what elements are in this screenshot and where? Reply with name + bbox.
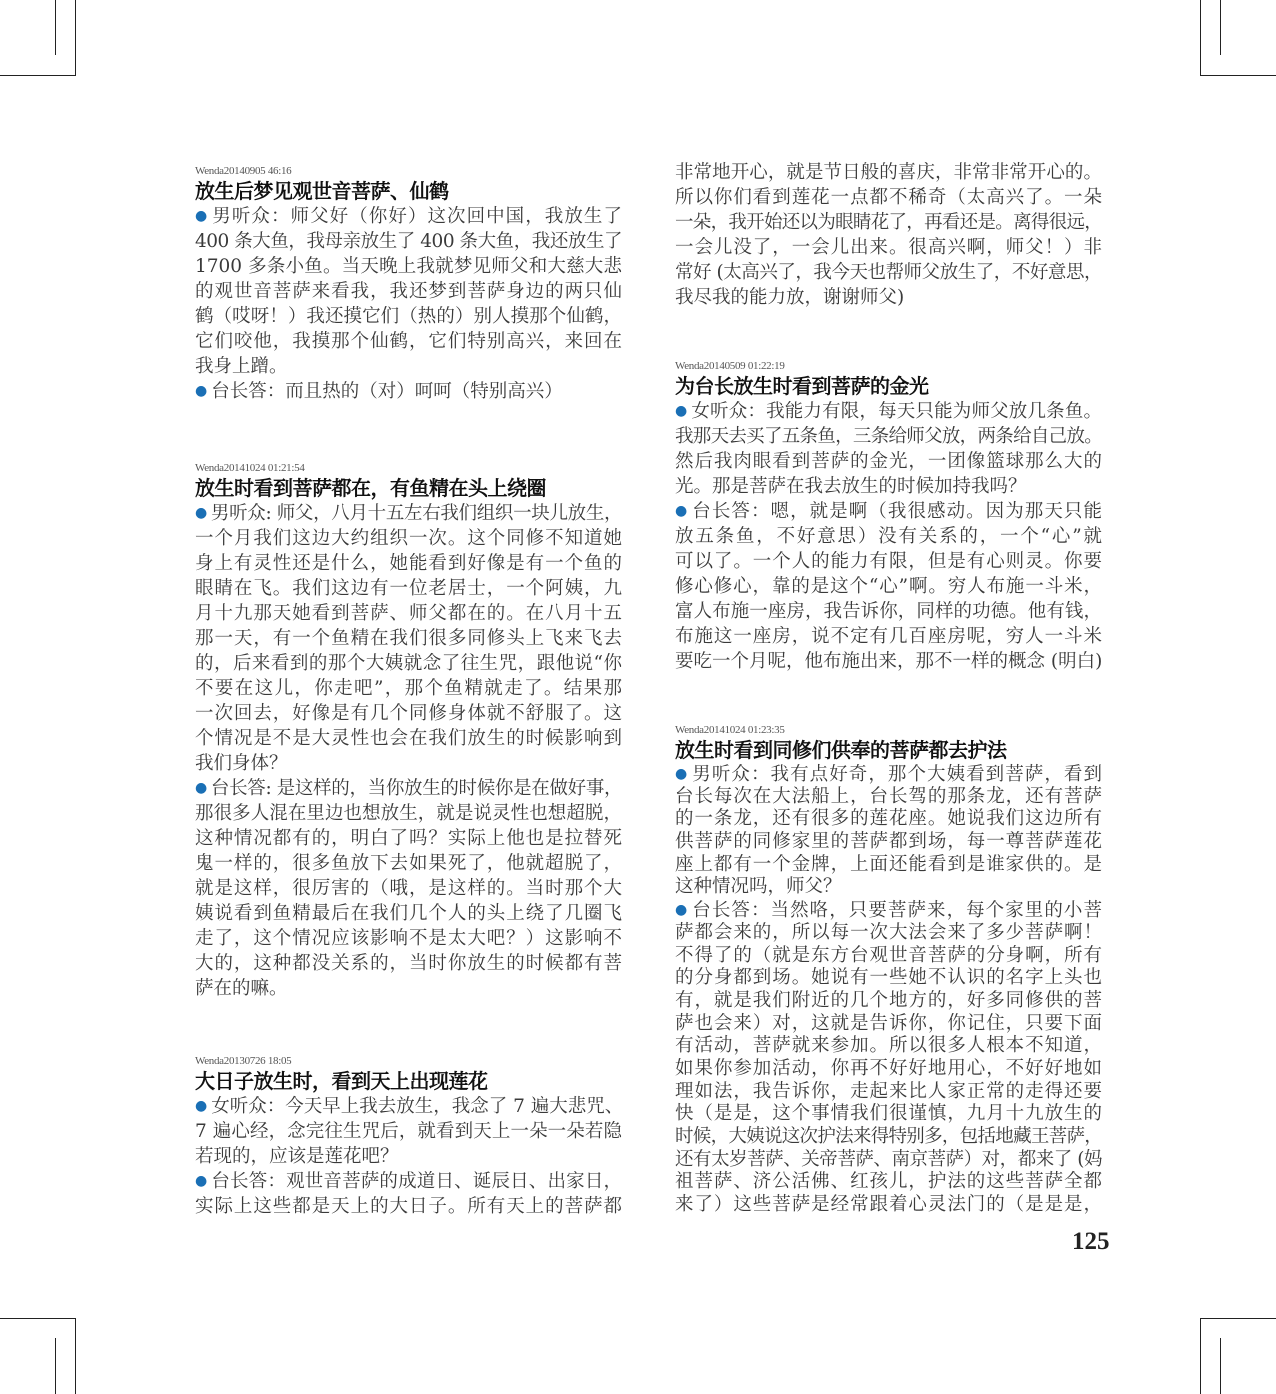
article-title: 大日子放生时，看到天上出现莲花 <box>195 1069 488 1093</box>
text-line <box>195 204 622 229</box>
line-text: 一会儿没了，一会儿出来。很高兴啊，师父！）非 <box>675 237 1102 258</box>
text-line <box>675 449 1102 474</box>
article-meta: Wenda20140905 46:16 <box>195 165 292 177</box>
text-line <box>195 826 622 851</box>
line-text: 它们咬他，我摸那个仙鹤，它们特别高兴，来回在 <box>195 331 622 352</box>
text-line <box>195 229 622 254</box>
line-text: 可以了。一个人的能力有限，但是有心则灵。你要 <box>675 551 1102 572</box>
line-text: 就是这样，很厉害的（哦，是这样的。当时那个大 <box>195 878 622 899</box>
line-text: 女听众：今天早上我去放生，我念了 7 遍大悲咒、 <box>211 1096 624 1117</box>
line-text: 台长每次在大法船上，台长驾的那条龙，还有菩萨 <box>675 785 1102 807</box>
text-line <box>195 726 622 751</box>
text-line <box>675 474 1102 499</box>
text-line <box>195 279 622 304</box>
text-line <box>675 185 1102 210</box>
text-line <box>195 901 622 926</box>
article-paragraph <box>675 899 1102 1217</box>
line-text: 那一天，有一个鱼精在我们很多同修头上飞来飞去 <box>195 628 622 649</box>
text-line <box>195 801 622 826</box>
text-line <box>195 951 622 976</box>
line-text: 座上都有一个金牌，上面还能看到是谁家供的。是 <box>675 853 1102 875</box>
text-line <box>195 329 622 354</box>
text-line <box>675 945 1102 968</box>
text-line <box>195 676 622 701</box>
text-line <box>675 160 1102 185</box>
line-text: 大的，这种都没关系的，当时你放生的时候都有菩 <box>195 953 622 974</box>
line-text: 男听众: 师父，八月十五左右我们组织一块儿放生， <box>210 503 622 524</box>
line-text: 供菩萨的同修家里的菩萨都到场，每一尊菩萨莲花 <box>675 831 1102 853</box>
text-line <box>195 651 622 676</box>
text-line <box>675 1149 1102 1172</box>
line-text: 然后我肉眼看到菩萨的金光，一团像篮球那么大的 <box>675 451 1102 472</box>
line-text: 放五条鱼，不好意思）没有关系的，一个“心”就 <box>675 526 1102 547</box>
text-line <box>675 854 1102 877</box>
text-line <box>675 831 1102 854</box>
line-text: 萨都会来的，所以每一次大法会来了多少菩萨啊！ <box>675 921 1102 943</box>
article-title: 放生时看到同修们供奉的菩萨都去护法 <box>675 738 1007 762</box>
line-text: 一个月我们这边大约组织一次。这个同修不知道她 <box>195 528 622 549</box>
line-text: 1700 多条小鱼。当天晚上我就梦见师父和大慈大悲 <box>195 256 622 277</box>
line-text: 所以你们看到莲花一点都不稀奇（太高兴了。一朵 <box>675 187 1102 208</box>
text-line <box>675 260 1102 285</box>
line-text: 祖菩萨、济公活佛、红孩儿，护法的这些菩萨全都 <box>675 1171 1102 1193</box>
text-line <box>675 876 1102 899</box>
line-text: 姨说看到鱼精最后在我们几个人的头上绕了几圈飞 <box>195 903 622 924</box>
line-text: 萨也会来）对，这就是告诉你，你记住，只要下面 <box>675 1012 1102 1034</box>
line-text: 不得了的（就是东方台观世音菩萨的分身啊，所有 <box>675 944 1102 966</box>
line-text: 那很多人混在里边也想放生，就是说灵性也想超脱， <box>195 803 622 824</box>
text-line <box>675 990 1102 1013</box>
article-paragraph <box>675 499 1102 674</box>
text-line <box>675 786 1102 809</box>
text-line <box>675 967 1102 990</box>
text-line <box>195 751 622 776</box>
article-title: 放生时看到菩萨都在，有鱼精在头上绕圈 <box>195 476 546 500</box>
text-line <box>675 808 1102 831</box>
text-line <box>675 285 1102 310</box>
text-line <box>195 626 622 651</box>
text-line <box>195 354 622 379</box>
article-paragraph <box>675 763 1102 899</box>
article-paragraph <box>195 501 622 776</box>
line-text: 萨在的嘛。 <box>195 978 288 999</box>
text-line <box>675 549 1102 574</box>
text-line <box>195 1169 622 1194</box>
text-line <box>675 1126 1102 1149</box>
line-text: 有活动，菩萨就来参加。所以很多人根本不知道， <box>675 1035 1102 1057</box>
line-text: 7 遍心经，念完往生咒后，就看到天上一朵一朵若隐 <box>195 1121 622 1142</box>
line-text: 快（是是，这个事情我们很谨慎，九月十九放生的 <box>675 1103 1102 1125</box>
article-paragraph <box>675 399 1102 499</box>
text-line <box>675 899 1102 922</box>
line-text: 要吃一个月呢，他布施出来，那不一样的概念 (明白) <box>675 651 1103 672</box>
line-text: 常好 (太高兴了，我今天也帮师父放生了，不好意思， <box>675 262 1102 283</box>
article-section <box>195 1054 622 1219</box>
article-paragraph <box>195 776 622 1001</box>
line-text: 女听众：我能力有限，每天只能为师父放几条鱼。 <box>691 401 1102 422</box>
line-text: 我尽我的能力放，谢谢师父) <box>675 287 905 308</box>
article-title: 放生后梦见观世音菩萨、仙鹤 <box>195 179 449 203</box>
line-text: 个情况是不是大灵性也会在我们放生的时候影响到 <box>195 728 622 749</box>
line-text: 的分身都到场。她说有一些她不认识的名字上头也 <box>675 967 1102 989</box>
text-line <box>195 926 622 951</box>
article-section <box>195 461 622 1001</box>
text-line <box>675 599 1102 624</box>
line-text: 台长答：嗯，就是啊（我很感动。因为那天只能 <box>692 501 1102 522</box>
text-line <box>675 1058 1102 1081</box>
bullet-icon: ● <box>195 383 208 399</box>
text-line <box>195 304 622 329</box>
text-line <box>675 1194 1102 1217</box>
article-section <box>675 359 1102 674</box>
line-text: 一朵，我开始还以为眼睛花了，再看还是。离得很远， <box>675 212 1102 233</box>
text-line <box>195 551 622 576</box>
line-text: 的观世音菩萨来看我，我还梦到菩萨身边的两只仙 <box>195 281 622 302</box>
text-line <box>195 526 622 551</box>
text-line <box>195 576 622 601</box>
text-line <box>675 1081 1102 1104</box>
article-meta: Wenda20140509 01:22:19 <box>675 360 785 372</box>
text-line <box>195 254 622 279</box>
bullet-icon: ● <box>195 780 207 796</box>
line-text: 若现的，应该是莲花吧？ <box>195 1146 399 1167</box>
text-line <box>675 210 1102 235</box>
text-line <box>675 624 1102 649</box>
line-text: 男听众：师父好（你好）这次回中国，我放生了 <box>212 206 622 227</box>
line-text: 走了，这个情况应该影响不是太大吧？）这影响不 <box>195 928 622 949</box>
text-line <box>675 763 1102 786</box>
text-line <box>675 1013 1102 1036</box>
line-text: 非常地开心，就是节日般的喜庆，非常非常开心的。 <box>675 162 1102 183</box>
text-line <box>675 424 1102 449</box>
line-text: 月十九那天她看到菩萨、师父都在的。在八月十五 <box>195 603 622 624</box>
line-text: 的一条龙，还有很多的莲花座。她说我们这边所有 <box>675 808 1102 830</box>
text-line <box>675 1103 1102 1126</box>
text-line <box>675 499 1102 524</box>
line-text: 男听众：我有点好奇，那个大姨看到菩萨，看到 <box>692 764 1102 785</box>
text-line <box>195 1144 622 1169</box>
line-text: 修心修心，靠的是这个“心”啊。穷人布施一斗米， <box>675 576 1102 597</box>
line-text: 台长答：当然咯，只要菩萨来，每个家里的小菩 <box>692 900 1102 922</box>
text-line <box>195 976 622 1001</box>
line-text: 我身上蹭。 <box>195 356 288 377</box>
bullet-icon: ● <box>675 403 688 419</box>
line-text: 眼睛在飞。我们这边有一位老居士，一个阿姨，九 <box>195 578 622 599</box>
line-text: 我那天去买了五条鱼，三条给师父放，两条给自己放。 <box>675 426 1102 447</box>
text-line <box>675 1035 1102 1058</box>
line-text: 这种情况都有的，明白了吗？实际上他也是拉替死 <box>195 828 622 849</box>
article-paragraph <box>195 1169 622 1219</box>
article-title: 为台长放生时看到菩萨的金光 <box>675 374 929 398</box>
bullet-icon: ● <box>675 503 689 519</box>
text-line <box>195 1194 622 1219</box>
line-text: 有，就是我们附近的几个地方的，好多同修供的菩 <box>675 989 1102 1011</box>
article-section <box>675 723 1102 1217</box>
line-text: 400 条大鱼，我母亲放生了 400 条大鱼，我还放生了 <box>195 231 622 252</box>
text-line <box>195 851 622 876</box>
text-line <box>195 379 622 404</box>
text-line <box>675 649 1102 674</box>
article-meta: Wenda20141024 01:21:54 <box>195 462 305 474</box>
article-paragraph <box>195 1094 622 1169</box>
article-meta: Wenda20141024 01:23:35 <box>675 724 785 736</box>
article-paragraph <box>195 204 622 379</box>
bullet-icon: ● <box>675 766 689 782</box>
line-text: 不要在这儿，你走吧”，那个鱼精就走了。结果那 <box>195 678 622 699</box>
text-line <box>195 501 622 526</box>
article-meta: Wenda20130726 18:05 <box>195 1055 292 1067</box>
text-line <box>195 701 622 726</box>
line-text: 时候，大姨说这次护法来得特别多，包括地藏王菩萨， <box>675 1126 1102 1147</box>
text-line <box>195 776 622 801</box>
bullet-icon: ● <box>195 1173 208 1189</box>
line-text: 如果你参加活动，你再不好好地用心，不好好地如 <box>675 1057 1102 1079</box>
line-text: 身上有灵性还是什么，她能看到好像是有一个鱼的 <box>195 553 622 574</box>
line-text: 台长答: 是这样的，当你放生的时候你是在做好事， <box>210 778 622 799</box>
text-line <box>675 235 1102 260</box>
text-line <box>675 574 1102 599</box>
line-text: 我们身体？ <box>195 753 288 774</box>
line-text: 富人布施一座房，我告诉你，同样的功德。他有钱， <box>675 601 1102 622</box>
bullet-icon: ● <box>195 1098 208 1114</box>
text-line <box>675 1171 1102 1194</box>
bullet-icon: ● <box>675 902 689 919</box>
line-text: 一次回去，好像是有几个同修身体就不舒服了。这 <box>195 703 622 724</box>
line-text: 的，后来看到的那个大姨就念了往生咒，跟他说“你 <box>195 653 622 674</box>
article-paragraph <box>675 160 1102 310</box>
bullet-icon: ● <box>195 208 209 224</box>
line-text: 鹤（哎呀！）我还摸它们（热的）别人摸那个仙鹤， <box>195 306 622 327</box>
line-text: 这种情况吗，师父？ <box>675 876 842 898</box>
text-line <box>195 1119 622 1144</box>
text-line <box>675 922 1102 945</box>
line-text: 台长答：观世音菩萨的成道日、诞辰日、出家日， <box>211 1171 622 1192</box>
text-line <box>195 1094 622 1119</box>
page-number: 125 <box>1072 1228 1110 1255</box>
bullet-icon: ● <box>195 505 207 521</box>
line-text: 布施这一座房，说不定有几百座房呢，穷人一斗米 <box>675 626 1102 647</box>
text-line <box>195 601 622 626</box>
line-text: 光。那是菩萨在我去放生的时候加持我吗？ <box>675 476 1027 497</box>
text-line <box>195 876 622 901</box>
line-text: 鬼一样的，很多鱼放下去如果死了，他就超脱了， <box>195 853 622 874</box>
article-section <box>195 164 622 404</box>
line-text: 理如法，我告诉你，走起来比人家正常的走得还要 <box>675 1080 1102 1102</box>
line-text: 来了）这些菩萨是经常跟着心灵法门的（是是是， <box>675 1194 1102 1216</box>
text-line <box>675 524 1102 549</box>
text-line <box>675 399 1102 424</box>
line-text: 实际上这些都是天上的大日子。所有天上的菩萨都 <box>195 1196 622 1217</box>
article-paragraph <box>195 379 622 404</box>
line-text: 还有太岁菩萨、关帝菩萨、南京菩萨）对，都来了 (妈 <box>675 1148 1102 1170</box>
line-text: 台长答：而且热的（对）呵呵（特别高兴） <box>211 381 563 402</box>
article-section <box>675 160 1102 310</box>
